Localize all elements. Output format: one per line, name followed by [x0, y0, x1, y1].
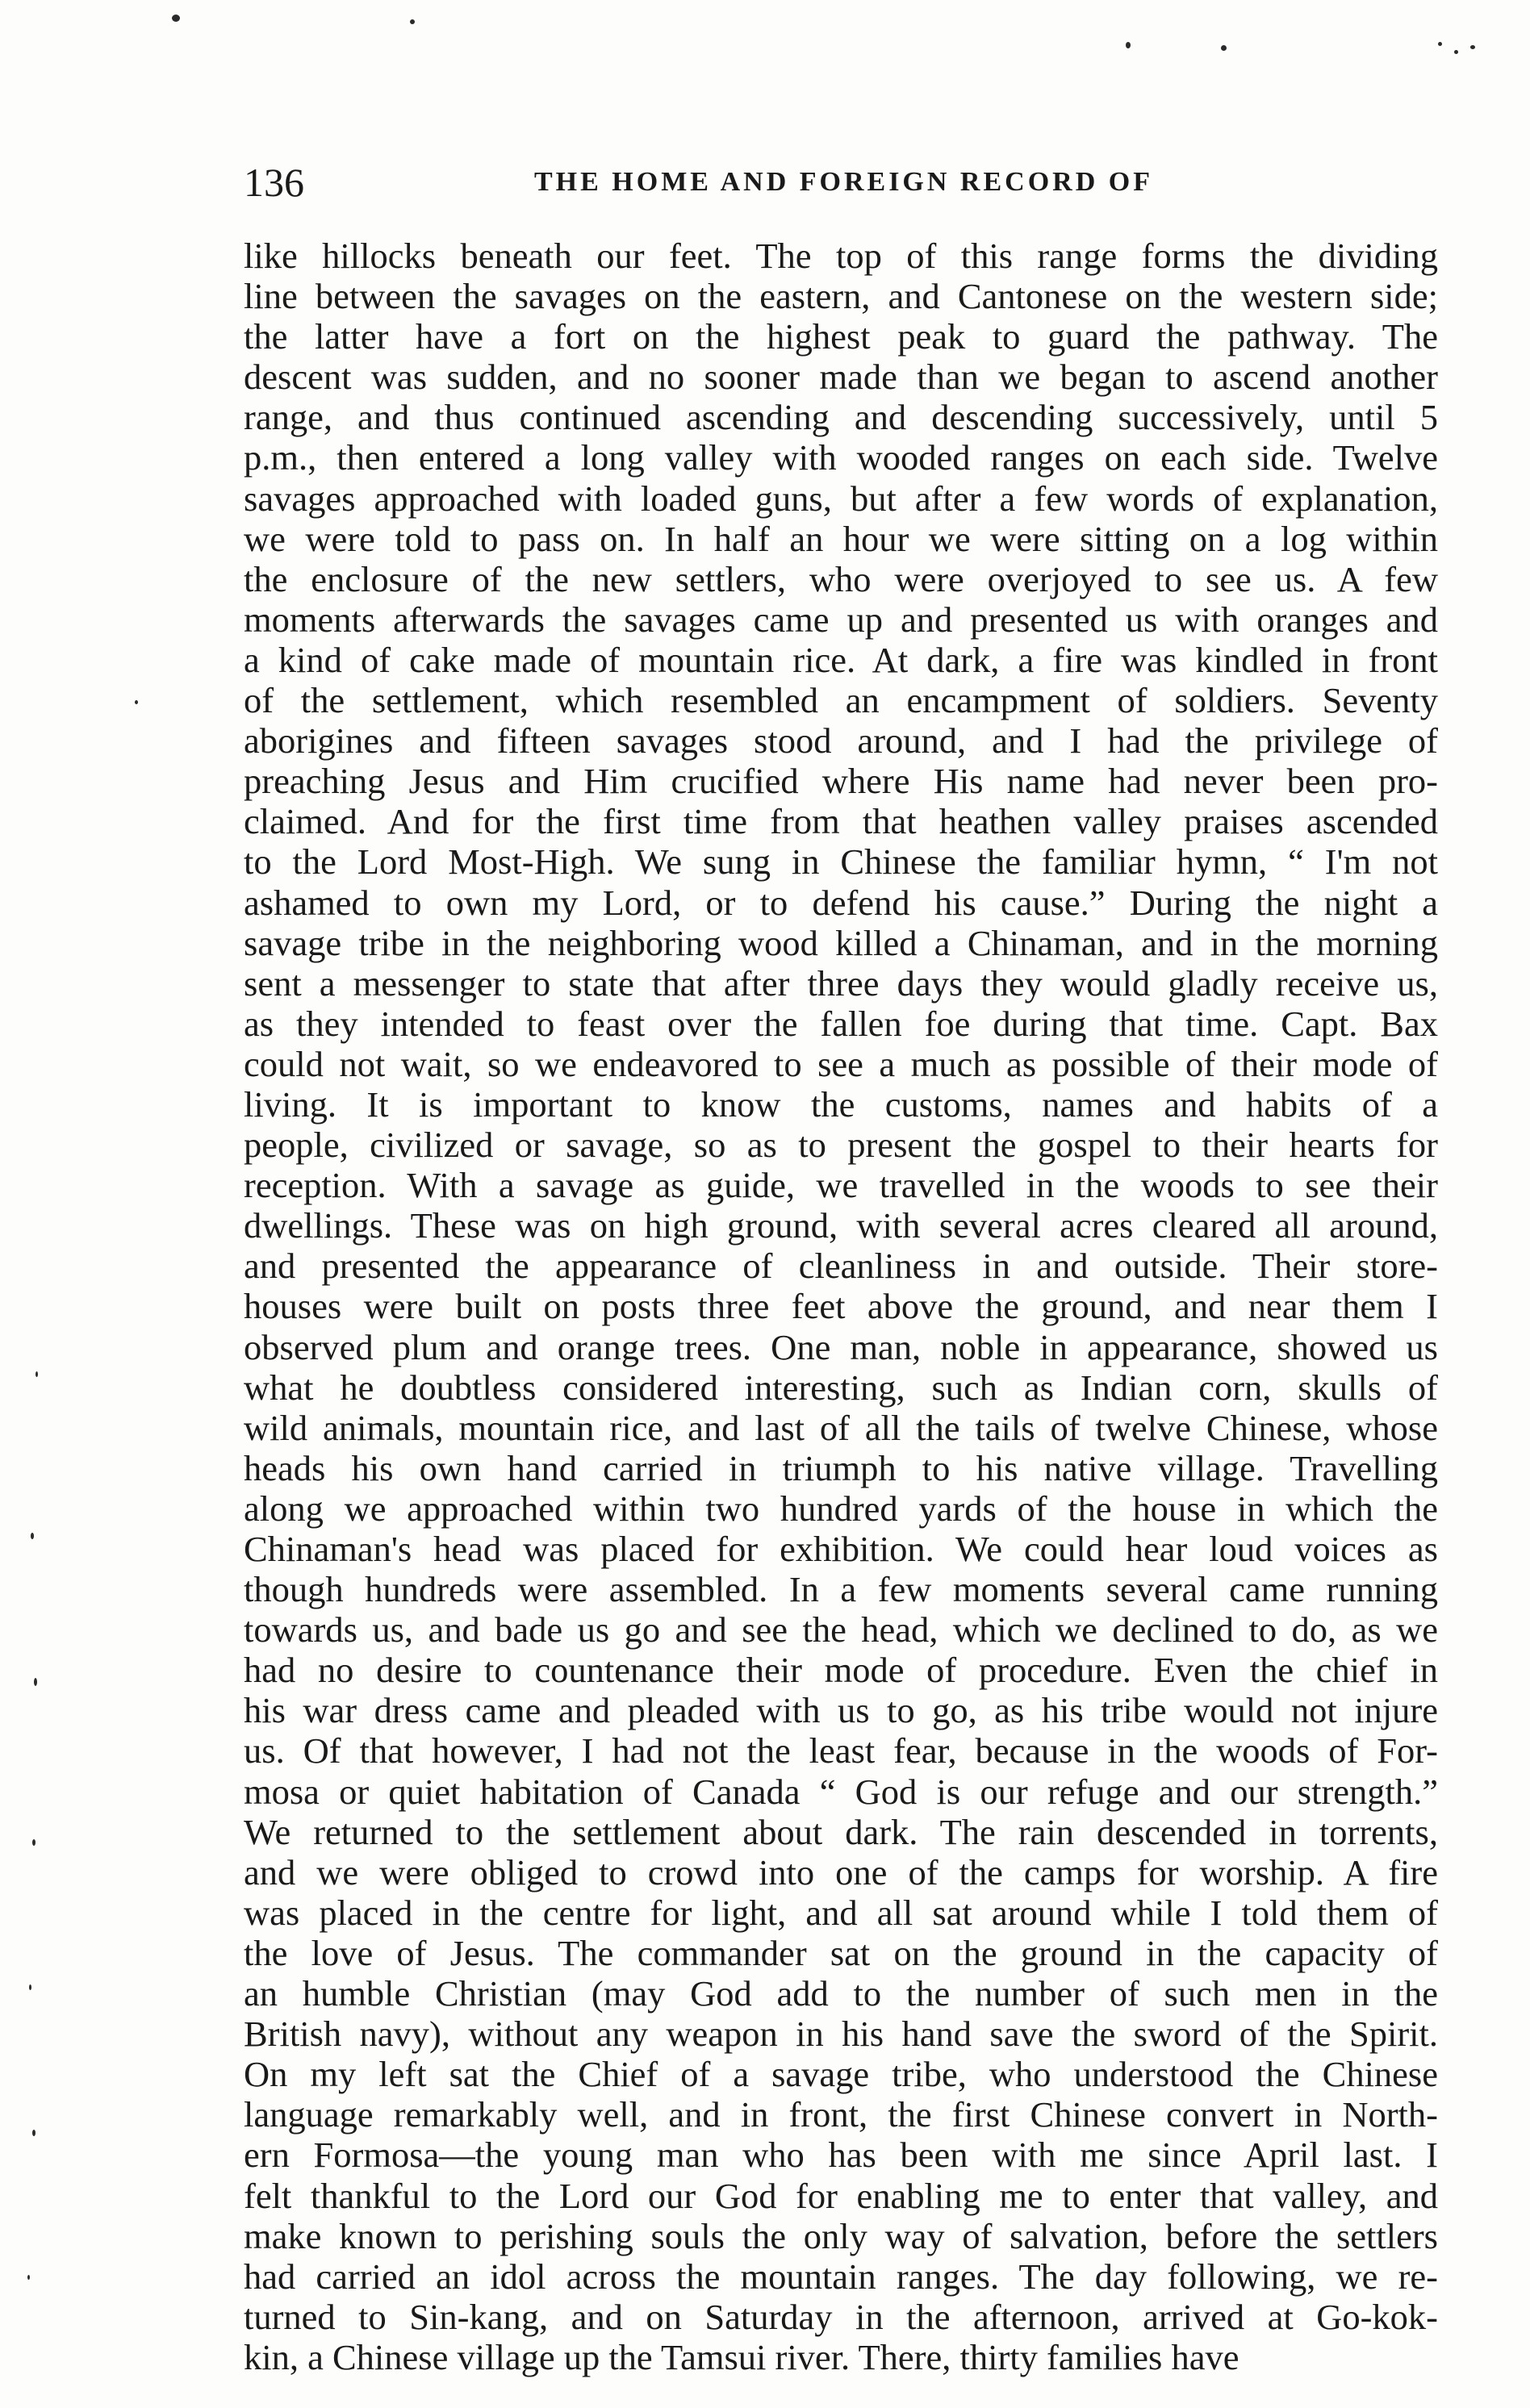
text-line: savages approached with loaded guns, but after a few words of explanation,	[244, 478, 1438, 519]
text-line: what he doubtless considered interesting, such as Indian corn, skulls of	[244, 1367, 1438, 1408]
text-line: p.m., then entered a long valley with wooded ranges on each side. Twelve	[244, 437, 1438, 478]
ink-speck	[29, 1984, 31, 1990]
text-line: mosa or quiet habitation of Canada “ God is our refuge and our strength.”	[244, 1771, 1438, 1812]
text-line: language remarkably well, and in front, the first Chinese convert in North-	[244, 2094, 1438, 2135]
ink-speck	[172, 15, 180, 22]
text-line: preaching Jesus and Him crucified where His name had never been pro-	[244, 761, 1438, 802]
text-line: ern Formosa—the young man who has been with me since April last. I	[244, 2135, 1438, 2176]
ink-speck	[36, 1371, 38, 1377]
text-line: and presented the appearance of cleanliness in and outside. Their store-	[244, 1246, 1438, 1287]
ink-speck	[27, 2275, 30, 2280]
text-line: as they intended to feast over the fallen foe during that time. Capt. Bax	[244, 1003, 1438, 1044]
ink-speck	[1454, 50, 1458, 54]
text-line: dwellings. These was on high ground, with several acres cleared all around,	[244, 1205, 1438, 1246]
text-line: range, and thus continued ascending and descending successively, until 5	[244, 397, 1438, 438]
ink-speck	[1126, 42, 1131, 48]
text-line: could not wait, so we endeavored to see a much as possible of their mode of	[244, 1043, 1438, 1084]
text-line: though hundreds were assembled. In a few moments several came running	[244, 1569, 1438, 1610]
text-line: aborigines and fifteen savages stood around, and I had the privilege of	[244, 720, 1438, 762]
text-line: ashamed to own my Lord, or to defend his cause.” During the night a	[244, 882, 1438, 923]
text-line: like hillocks beneath our feet. The top of this range forms the dividing	[244, 236, 1438, 276]
text-line: turned to Sin-kang, and on Saturday in the afternoon, arrived at Go-kok-	[244, 2296, 1438, 2337]
text-line: to the Lord Most-High. We sung in Chinese the familiar hymn, “ I'm not	[244, 841, 1438, 883]
text-line: the enclosure of the new settlers, who were overjoyed to see us. A few	[244, 558, 1438, 599]
text-line: felt thankful to the Lord our God for enabling me to enter that valley, and	[244, 2175, 1438, 2216]
text-line: people, civilized or savage, so as to present the gospel to their hearts for	[244, 1125, 1438, 1166]
text-line: towards us, and bade us go and see the head, which we declined to do, as we	[244, 1609, 1438, 1651]
text-line: had carried an idol across the mountain ranges. The day following, we re-	[244, 2256, 1438, 2297]
text-line: make known to perishing souls the only way of salvation, before the settlers	[244, 2215, 1438, 2256]
text-line: On my left sat the Chief of a savage tribe, who understood the Chinese	[244, 2054, 1438, 2095]
text-line: savage tribe in the neighboring wood killed a Chinaman, and in the morning	[244, 922, 1438, 963]
text-line: British navy), without any weapon in his hand save the sword of the Spirit.	[244, 2014, 1438, 2055]
ink-speck	[1438, 42, 1442, 46]
text-line: the latter have a fort on the highest peak to guard the pathway. The	[244, 316, 1438, 357]
ink-speck	[34, 1678, 37, 1686]
text-line: observed plum and orange trees. One man, noble in appearance, showed us	[244, 1326, 1438, 1367]
text-line: claimed. And for the first time from that heathen valley praises ascended	[244, 801, 1438, 842]
page-number: 136	[244, 160, 304, 205]
text-line: of the settlement, which resembled an encampment of soldiers. Seventy	[244, 680, 1438, 721]
body-text	[244, 236, 1438, 2377]
ink-speck	[31, 1533, 34, 1539]
text-line: an humble Christian (may God add to the number of such men in the	[244, 1973, 1438, 2014]
ink-speck	[1221, 45, 1227, 51]
text-line: We returned to the settlement about dark. The rain descended in torrents,	[244, 1811, 1438, 1852]
ink-speck	[32, 2130, 36, 2136]
page-header	[244, 158, 1293, 207]
text-line: a kind of cake made of mountain rice. At dark, a fire was kindled in front	[244, 639, 1438, 680]
text-line: living. It is important to know the customs, names and habits of a	[244, 1083, 1438, 1125]
text-line: us. Of that however, I had not the least fear, because in the woods of For-	[244, 1730, 1438, 1772]
text-line: was placed in the centre for light, and all sat around while I told them of	[244, 1892, 1438, 1933]
text-line: we were told to pass on. In half an hour we were sitting on a log within	[244, 518, 1438, 559]
text-line: line between the savages on the eastern, and Cantonese on the western side;	[244, 276, 1438, 317]
text-line: houses were built on posts three feet above the ground, and near them I	[244, 1286, 1438, 1327]
text-line: along we approached within two hundred yards of the house in which the	[244, 1488, 1438, 1529]
text-line: and we were obliged to crowd into one of the camps for worship. A fire	[244, 1851, 1438, 1893]
ink-speck	[410, 19, 415, 24]
text-line: kin, a Chinese village up the Tamsui river. There, thirty families have	[244, 2336, 1239, 2377]
text-line: sent a messenger to state that after three days they would gladly receive us,	[244, 962, 1438, 1004]
ink-speck	[1470, 45, 1475, 49]
ink-speck	[32, 1839, 36, 1846]
text-line: wild animals, mountain rice, and last of all the tails of twelve Chinese, whose	[244, 1407, 1438, 1448]
text-line: Chinaman's head was placed for exhibition. We could hear loud voices as	[244, 1529, 1438, 1569]
text-line: descent was sudden, and no sooner made than we began to ascend another	[244, 357, 1438, 398]
text-line: had no desire to countenance their mode of procedure. Even the chief in	[244, 1650, 1438, 1691]
text-line: heads his own hand carried in triumph to his native village. Travelling	[244, 1447, 1438, 1488]
ink-speck	[135, 700, 138, 704]
text-line: moments afterwards the savages came up and presented us with oranges and	[244, 599, 1438, 640]
running-title: THE HOME AND FOREIGN RECORD OF	[534, 167, 1153, 197]
text-line: the love of Jesus. The commander sat on the ground in the capacity of	[244, 1932, 1438, 1973]
text-line: reception. With a savage as guide, we travelled in the woods to see their	[244, 1165, 1438, 1206]
text-line: his war dress came and pleaded with us to go, as his tribe would not injure	[244, 1690, 1438, 1731]
